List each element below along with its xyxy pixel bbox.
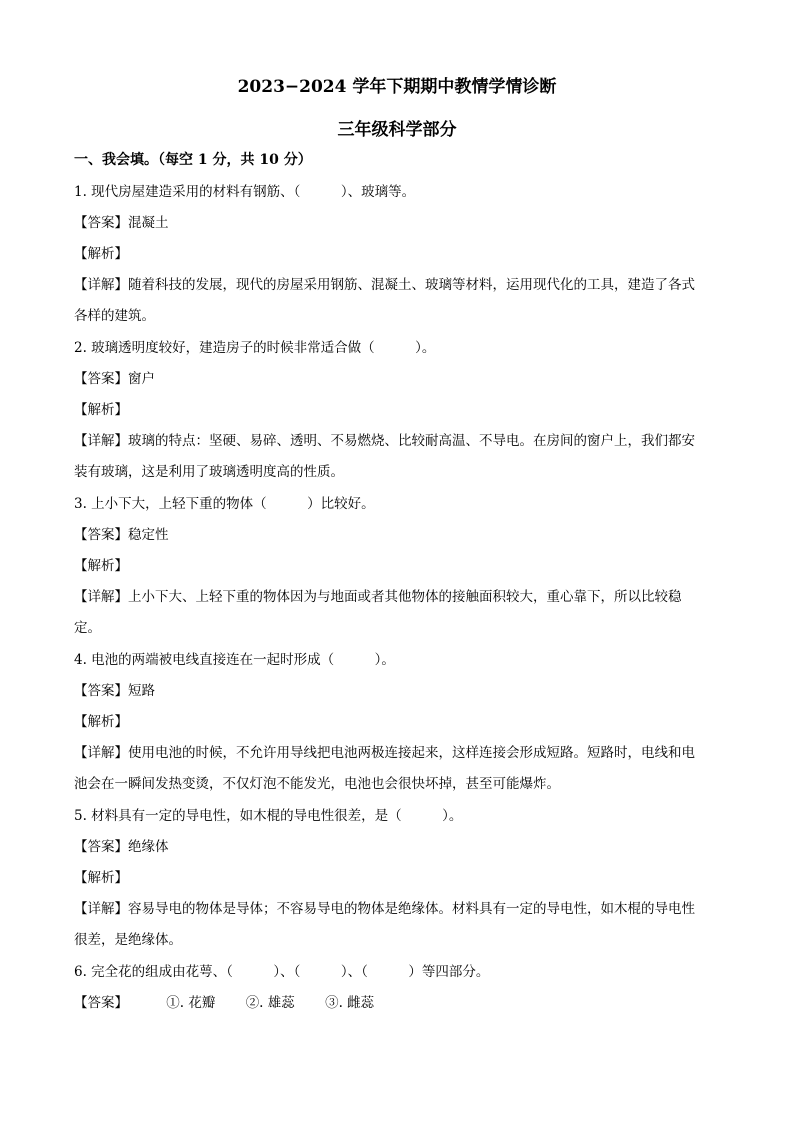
question-3: 3. 上小下大，上轻下重的物体（ ）比较好。: [74, 496, 375, 512]
section-heading: 一、我会填。（每空 1 分，共 10 分）: [74, 152, 312, 168]
analysis-label: 【解析】: [74, 246, 128, 262]
question-5: 5. 材料具有一定的导电性，如木棍的导电性很差，是（ ）。: [74, 808, 463, 824]
detail-2-line-2: 装有玻璃，这是利用了玻璃透明度高的性质。: [74, 464, 344, 480]
detail-5-line-2: 很差，是绝缘体。: [74, 932, 182, 948]
analysis-label: 【解析】: [74, 558, 128, 574]
detail-4-line-2: 池会在一瞬间发热变烫，不仅灯泡不能发光，电池也会很快坏掉，甚至可能爆炸。: [74, 776, 560, 792]
answer-value: 短路: [128, 683, 155, 699]
answer-3: [74, 525, 724, 545]
answer-value: 窗户: [128, 371, 155, 387]
detail-label: 【详解】: [74, 589, 128, 605]
answer-2: [74, 369, 724, 389]
detail-2-line-1: [74, 431, 724, 451]
answer-5: [74, 837, 724, 857]
answer-item-1: ①. 花瓣: [166, 995, 216, 1011]
answer-6: [74, 993, 724, 1013]
question-1: 1. 现代房屋建造采用的材料有钢筋、（ ）、玻璃等。: [74, 184, 416, 200]
analysis-5: [74, 868, 724, 888]
detail-4-line-1: [74, 743, 724, 763]
detail-text: 随着科技的发展，现代的房屋采用钢筋、混凝土、玻璃等材料，运用现代化的工具，建造了各式: [128, 277, 695, 293]
detail-label: 【详解】: [74, 901, 128, 917]
answer-label: 【答案】: [74, 683, 128, 699]
answer-label: 【答案】: [74, 215, 128, 231]
detail-text: 上小下大、上轻下重的物体因为与地面或者其他物体的接触面积较大，重心靠下，所以比较稳: [128, 589, 682, 605]
answer-4: [74, 681, 724, 701]
answer-label: 【答案】: [74, 527, 128, 543]
question-4: 4. 电池的两端被电线直接连在一起时形成（ ）。: [74, 652, 395, 668]
answer-label: 【答案】: [74, 371, 128, 387]
answer-value: 混凝土: [128, 215, 169, 231]
analysis-label: 【解析】: [74, 402, 128, 418]
detail-label: 【详解】: [74, 277, 128, 293]
question-2: 2. 玻璃透明度较好，建造房子的时候非常适合做（ ）。: [74, 340, 436, 356]
answer-value: 绝缘体: [128, 839, 169, 855]
detail-label: 【详解】: [74, 433, 128, 449]
question-6: 6. 完全花的组成由花萼、（ ）、（ ）、（ ）等四部分。: [74, 964, 490, 980]
detail-3-line-2: 定。: [74, 620, 101, 636]
answer-item-3: ③. 雌蕊: [325, 995, 375, 1011]
analysis-label: 【解析】: [74, 714, 128, 730]
analysis-1: [74, 244, 724, 264]
detail-label: 【详解】: [74, 745, 128, 761]
answer-item-2: ②. 雄蕊: [245, 995, 295, 1011]
detail-5-line-1: [74, 899, 724, 919]
answer-label: 【答案】: [74, 995, 128, 1011]
analysis-2: [74, 400, 724, 420]
analysis-3: [74, 556, 724, 576]
detail-1-line-1: [74, 275, 724, 295]
detail-text: 使用电池的时候，不允许用导线把电池两极连接起来，这样连接会形成短路。短路时，电线和电: [128, 745, 695, 761]
answer-1: [74, 213, 724, 233]
detail-text: 玻璃的特点：坚硬、易碎、透明、不易燃烧、比较耐高温、不导电。在房间的窗户上，我们都安: [128, 433, 695, 449]
analysis-4: [74, 712, 724, 732]
answer-label: 【答案】: [74, 839, 128, 855]
analysis-label: 【解析】: [74, 870, 128, 886]
detail-1-line-2: 各样的建筑。: [74, 308, 155, 324]
page-title: 2023−2024 学年下期期中教情学情诊断: [237, 77, 557, 97]
detail-text: 容易导电的物体是导体；不容易导电的物体是绝缘体。材料具有一定的导电性，如木棍的导电性: [128, 901, 695, 917]
detail-3-line-1: [74, 587, 724, 607]
page-subtitle: 三年级科学部分: [337, 120, 457, 140]
answer-value: 稳定性: [128, 527, 169, 543]
